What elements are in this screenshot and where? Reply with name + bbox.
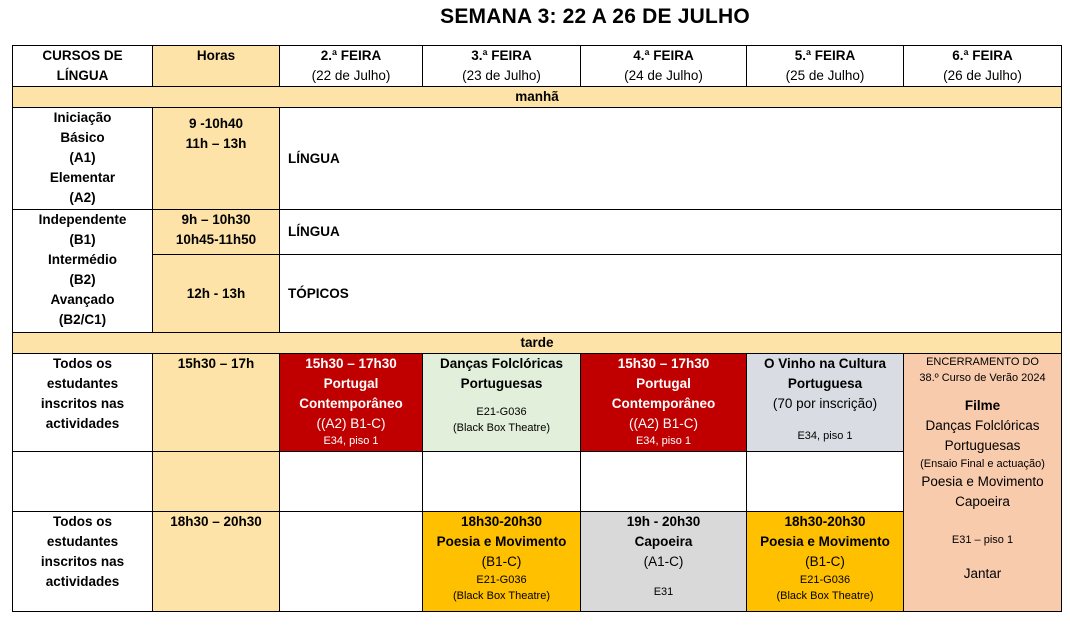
day-header-mon: 2.ª FEIRA (22 de Julho) — [280, 46, 423, 87]
page-title: SEMANA 3: 22 A 26 DE JULHO — [440, 5, 750, 28]
event-tue-dancas: Danças Folclóricas Portuguesas E21-G036 (Black Box Theatre) — [423, 354, 581, 452]
hours-slot-2: 18h30 – 20h30 — [153, 512, 280, 612]
event-wed-capoeira: 19h - 20h30 Capoeira (A1-C) E31 — [581, 512, 747, 612]
levels-b1-c1: Independente (B1) Intermédio (B2) Avançado (B2/C1) — [13, 210, 153, 333]
hours-row-2b: 12h - 13h — [153, 255, 280, 333]
students-label-2: Todos os estudantes inscritos nas actividades — [13, 512, 153, 612]
event-mon-portugal: 15h30 – 17h30 Portugal Contemporâneo ((A2) B1-C) E34, piso 1 — [280, 354, 423, 452]
schedule-table — [12, 45, 1062, 612]
hours-row-2a: 9h – 10h30 10h45-11h50 — [153, 210, 280, 255]
day-header-fri: 6.ª FEIRA (26 de Julho) — [904, 46, 1062, 87]
morning-row-2a — [13, 210, 1062, 255]
students-label-1: Todos os estudantes inscritos nas actividades — [13, 354, 153, 452]
hours-header: Horas — [153, 46, 280, 87]
day-header-tue: 3.ª FEIRA (23 de Julho) — [423, 46, 581, 87]
activity-lingua-2: LÍNGUA — [280, 210, 1062, 255]
empty-cell — [581, 452, 747, 512]
day-header-wed: 4.ª FEIRA (24 de Julho) — [581, 46, 747, 87]
header-row — [13, 46, 1062, 87]
empty-cell — [280, 452, 423, 512]
activity-lingua-1: LÍNGUA — [280, 108, 1062, 210]
afternoon-label: tarde — [13, 333, 1062, 354]
empty-cell — [13, 452, 153, 512]
event-tue-poesia: 18h30-20h30 Poesia e Movimento (B1-C) E21-G036 (Black Box Theatre) — [423, 512, 581, 612]
morning-band — [13, 87, 1062, 108]
afternoon-row-1 — [13, 354, 1062, 452]
afternoon-band — [13, 333, 1062, 354]
empty-hours — [153, 452, 280, 512]
levels-a1-a2: Iniciação Básico (A1) Elementar (A2) — [13, 108, 153, 210]
event-thu-vinho: O Vinho na Cultura Portuguesa (70 por inscrição) E34, piso 1 — [747, 354, 904, 452]
empty-cell — [423, 452, 581, 512]
day-header-thu: 5.ª FEIRA (25 de Julho) — [747, 46, 904, 87]
hours-slot-1: 15h30 – 17h — [153, 354, 280, 452]
morning-row-1 — [13, 108, 1062, 210]
event-wed-portugal: 15h30 – 17h30 Portugal Contemporâneo ((A2) B1-C) E34, piso 1 — [581, 354, 747, 452]
morning-row-2b — [13, 255, 1062, 333]
empty-cell — [747, 452, 904, 512]
event-fri-encerramento: ENCERRAMENTO DO 38.º Curso de Verão 2024 Filme Danças Folclóricas Portuguesas (Ensaio Final e actuação) Poesia e Movimento Capoeira E31 – piso 1 Jantar — [904, 354, 1062, 612]
courses-header: CURSOS DE LÍNGUA — [13, 46, 153, 87]
event-thu-poesia: 18h30-20h30 Poesia e Movimento (B1-C) E21-G036 (Black Box Theatre) — [747, 512, 904, 612]
activity-topicos: TÓPICOS — [280, 255, 1062, 333]
morning-label: manhã — [13, 87, 1062, 108]
empty-cell — [280, 512, 423, 612]
hours-row-1: 9 -10h40 11h – 13h — [153, 108, 280, 210]
